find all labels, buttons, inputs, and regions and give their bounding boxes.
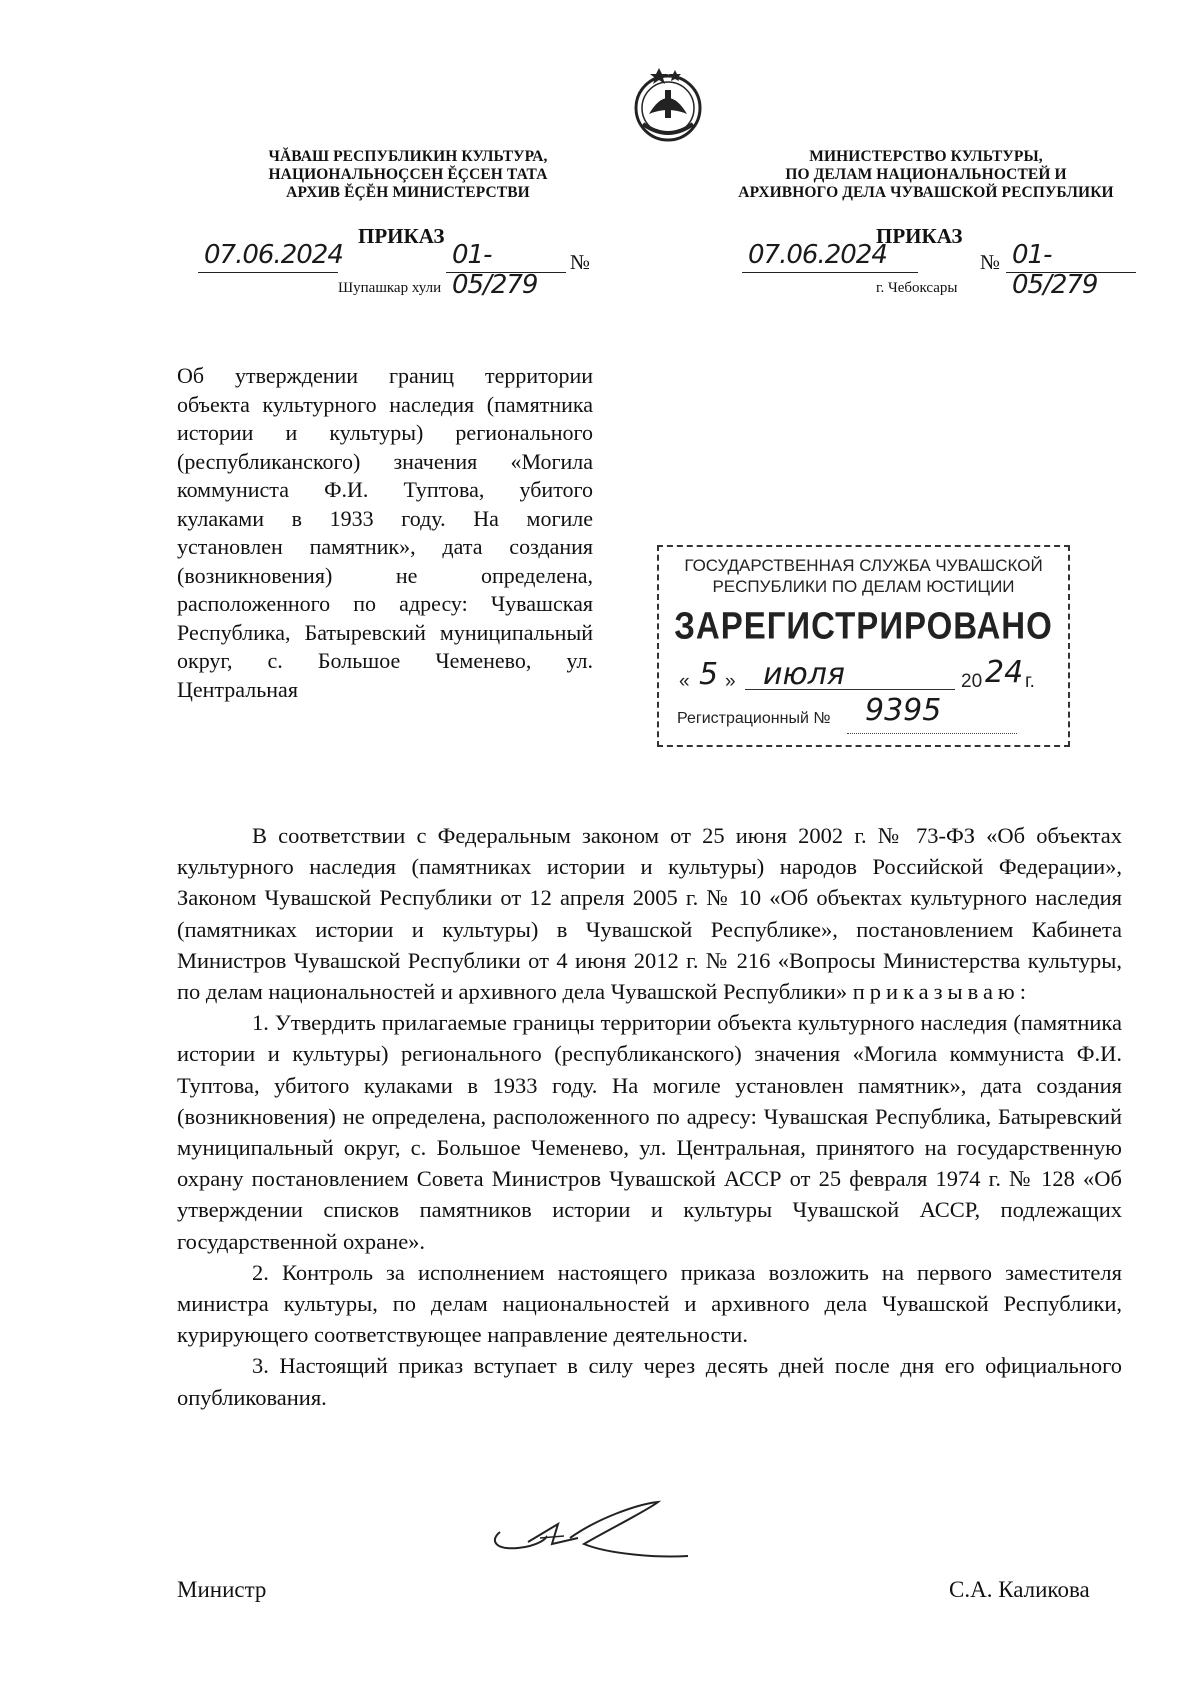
quote-open: «	[679, 671, 690, 692]
order-date-right	[742, 240, 918, 273]
stamp-organization	[659, 555, 1068, 597]
stamp-status: ЗАРЕГИСТРИРОВАНО	[674, 604, 1053, 647]
header-line: НАЦИОНАЛЬНОÇСЕН ĔÇСЕН ТАТА	[268, 166, 548, 183]
stamp-number-line	[847, 733, 1017, 734]
order-date-left	[198, 240, 343, 273]
number-sign: №	[980, 250, 1001, 274]
quote-close: »	[725, 671, 736, 692]
stamp-org-line: ГОСУДАРСТВЕННАЯ СЛУЖБА ЧУВАШСКОЙ	[684, 556, 1043, 575]
header-line: АРХИВНОГО ДЕЛА ЧУВАШСКОЙ РЕСПУБЛИКИ	[738, 184, 1114, 201]
emblem-icon	[629, 62, 707, 144]
stamp-month: июля	[763, 657, 845, 692]
header-line: АРХИВ ĔÇĔН МИНИСТЕРСТВИ	[286, 184, 530, 201]
place-russian: г. Чебоксары	[876, 280, 958, 296]
order-number-left	[446, 240, 566, 300]
item-2: 2. Контроль за исполнением настоящего приказа возложить на первого заместителя министра культуры, по делам национальностей и архивного дела Чувашской Республики, курирующего соответствующее направление деятельности.	[177, 1259, 1122, 1348]
order-title-right: ПРИКАЗ	[876, 224, 963, 248]
stamp-reg-label: Регистрационный №	[677, 710, 831, 727]
stamp-year-g: г.	[1025, 671, 1035, 692]
preamble-paragraph	[177, 820, 1122, 1007]
stamp-day: 5	[699, 657, 719, 692]
ministry-header-russian	[716, 148, 1136, 202]
order-body	[177, 820, 1122, 1413]
handwritten-number: 01-05/279	[452, 240, 538, 300]
ministry-header-chuvash	[218, 148, 598, 202]
header-line: ПО ДЕЛАМ НАЦИОНАЛЬНОСТЕЙ И	[785, 166, 1067, 183]
signatory-position: Министр	[177, 1577, 267, 1602]
stamp-year-suffix: 24	[985, 655, 1024, 690]
registration-stamp	[657, 545, 1070, 747]
handwritten-date: 07.06.2024	[748, 240, 887, 270]
stamp-year-prefix: 20	[961, 671, 983, 692]
signatory-name: С.А. Каликова	[949, 1577, 1090, 1602]
order-title-left: ПРИКАЗ	[358, 224, 445, 248]
order-subject: Об утверждении границ территории объекта культурного наследия (памятника истории и культуры) регионального (республиканского) значения «Могила коммуниста Ф.И. Туптова, убитого кулаками в 1933 году. На могиле установлен памятник», дата создания (возникновения) не определена, расположенного по адресу: Чувашская Республика, Батыревский муниципальный округ, с. Большое Чеменево, ул. Центральная	[177, 363, 593, 702]
order-number-right	[1006, 240, 1136, 300]
place-chuvash: Шупашкар хули	[338, 280, 442, 296]
handwritten-date: 07.06.2024	[204, 240, 343, 270]
header-line: ЧĂВАШ РЕСПУБЛИКИН КУЛЬТУРА,	[268, 148, 548, 165]
order-word: приказываю:	[852, 979, 1031, 1005]
preamble-text: В соответствии с Федеральным законом от 25 июня 2002 г. № 73-ФЗ «Об объектах культурного наследия (памятниках истории и культуры) народов Российской Федерации», Законом Чувашской Республики от 12 апреля 2005 г. № 10 «Об объектах культурного наследия (памятниках истории и культуры) в Чувашской Республике», постановлением Кабинета Министров Чувашской Республики от 4 июня 2012 г. № 216 «Вопросы Министерства культуры, по делам национальностей и архивного дела Чувашской Республики»	[177, 823, 1122, 1005]
stamp-org-line: РЕСПУБЛИКИ ПО ДЕЛАМ ЮСТИЦИИ	[712, 577, 1015, 596]
header-line: МИНИСТЕРСТВО КУЛЬТУРЫ,	[809, 148, 1043, 165]
stamp-reg-number: 9395	[865, 693, 942, 728]
signature-icon	[488, 1498, 696, 1572]
handwritten-number: 01-05/279	[1012, 240, 1098, 300]
item-1: 1. Утвердить прилагаемые границы территории объекта культурного наследия (памятника истории и культуры) регионального (республиканского) значения «Могила коммуниста Ф.И. Туптова, убитого кулаками в 1933 году. На могиле установлен памятник», дата создания (возникновения) не определена, расположенного по адресу: Чувашская Республика, Батыревский муниципальный округ, с. Большое Чеменево, ул. Центральная, принятого на государственную охрану постановлением Совета Министров Чувашской АССР от 25 февраля 1974 г. № 128 «Об утверждении списков памятников истории и культуры Чувашской АССР, подлежащих государственной охране».	[177, 1010, 1122, 1254]
number-sign: №	[570, 250, 591, 274]
item-3: 3. Настоящий приказ вступает в силу через десять дней после дня его официального опубликования.	[177, 1353, 1122, 1410]
